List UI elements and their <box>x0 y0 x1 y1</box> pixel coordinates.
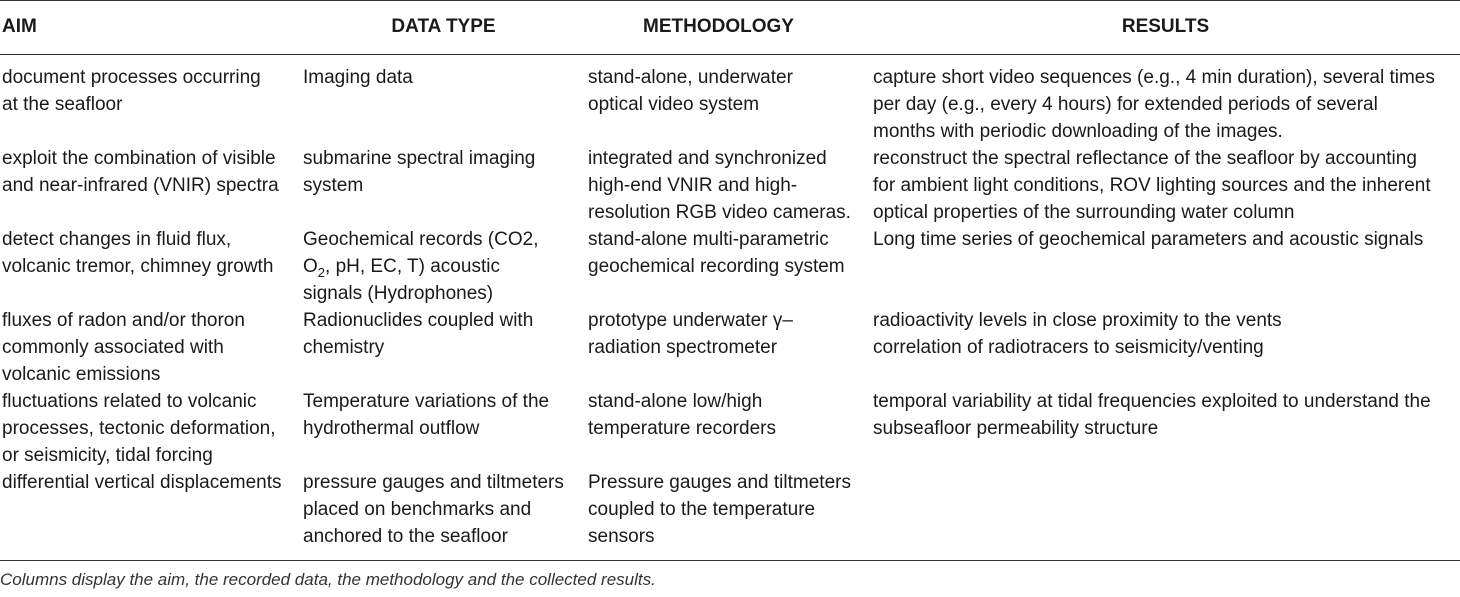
cell-aim: differential vertical displacements <box>0 469 301 561</box>
cell-results: reconstruct the spectral reflectance of the seafloor by accounting for ambient light conditions, ROV lighting sources and the inherent optical properties of the surrounding water column <box>873 148 1431 223</box>
cell-methodology: integrated and synchronized high-end VNIR and high- resolution RGB video cameras. <box>588 148 851 223</box>
table-header <box>0 1 1460 55</box>
cell-results <box>871 469 1460 561</box>
cell-methodology: prototype underwater γ– radiation spectrometer <box>588 310 793 358</box>
header-row <box>0 1 1460 55</box>
cell-data-type: pressure gauges and tiltmeters placed on benchmarks and anchored to the seafloor <box>301 469 586 561</box>
cell-results: Long time series of geochemical parameters and acoustic signals <box>873 229 1424 250</box>
table-body <box>0 55 1460 561</box>
table-row <box>0 55 1460 146</box>
cell-data-type: submarine spectral imaging system <box>303 148 536 196</box>
cell-data-type: Radionuclides coupled with chemistry <box>303 310 534 358</box>
cell-methodology: Pressure gauges and tiltmeters coupled to the temperature sensors <box>586 469 871 561</box>
table-footnote: Columns display the aim, the recorded data, the methodology and the collected results. <box>0 570 656 589</box>
table-row <box>0 145 1460 226</box>
header-methodology: METHODOLOGY <box>586 1 871 55</box>
cell-results: temporal variability at tidal frequencies exploited to understand the subseafloor permeability structure <box>873 391 1431 439</box>
table-row <box>0 226 1460 307</box>
header-results: RESULTS <box>871 1 1460 55</box>
table-row <box>0 307 1460 388</box>
header-aim: AIM <box>0 1 301 55</box>
cell-data-type: Geochemical records (CO2, $O_2$, pH, EC, T) acoustic signals (Hydrophones) <box>303 229 539 304</box>
cell-aim: fluctuations related to volcanic processes, tectonic deformation, or seismicity, tidal forcing <box>2 391 276 466</box>
cell-results: radioactivity levels in close proximity to the vents correlation of radiotracers to seismicity/venting <box>873 310 1282 358</box>
cell-methodology: stand-alone, underwater optical video system <box>588 67 793 115</box>
cell-data-type: Temperature variations of the hydrothermal outflow <box>303 391 550 439</box>
cell-aim: fluxes of radon and/or thoron commonly associated with volcanic emissions <box>2 310 245 385</box>
table-row <box>0 469 1460 561</box>
cell-results: capture short video sequences (e.g., 4 min duration), several times per day (e.g., every 4 hours) for extended periods of several months with periodic downloading of the images. <box>873 67 1435 142</box>
cell-aim: exploit the combination of visible and near-infrared (VNIR) spectra <box>2 148 279 196</box>
cell-data-type: Imaging data <box>303 67 413 88</box>
cell-aim: document processes occurring at the seafloor <box>2 67 261 115</box>
cell-aim: detect changes in fluid flux, volcanic tremor, chimney growth <box>2 229 274 277</box>
table-row <box>0 388 1460 469</box>
cell-methodology: stand-alone multi-parametric geochemical recording system <box>588 229 845 277</box>
cell-methodology: stand-alone low/high temperature recorders <box>588 391 776 439</box>
header-data-type: DATA TYPE <box>301 1 586 55</box>
